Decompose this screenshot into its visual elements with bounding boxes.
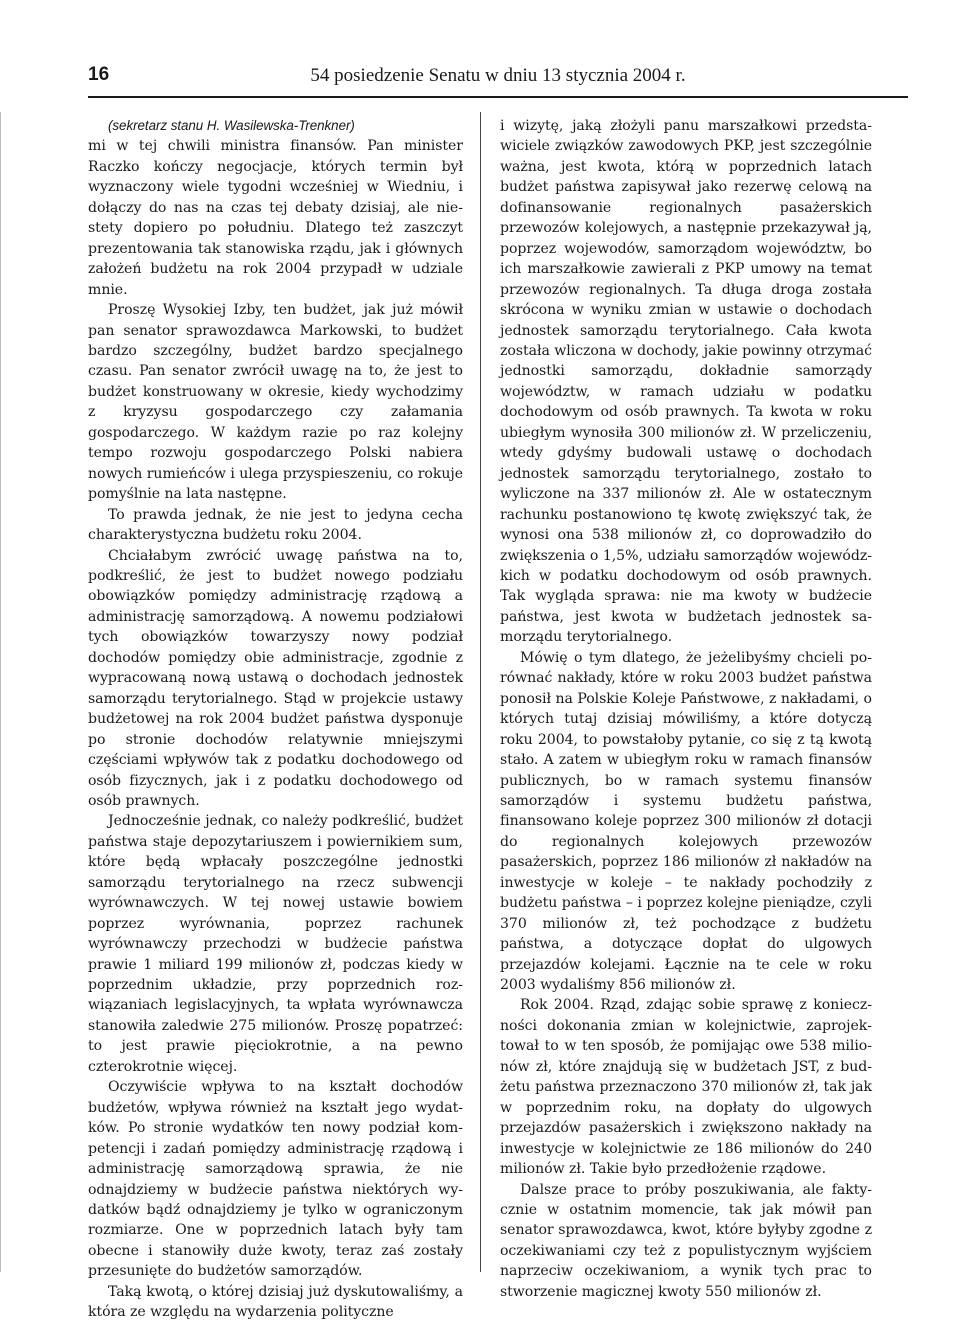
speaker-note: (sekretarz stanu H. Wasilewska-Trenkner) bbox=[108, 118, 355, 133]
paragraph: Chciałabym zwrócić uwagę państwa na to, podkreślić, że jest to budżet nowego podziału obowiązków pomiędzy administrację rządową a administrację samorządową. A nowemu podziałowi tych obowiązków towarzyszy nowy podział dochodów pomiędzy obie administracje, zgodnie z wypracowaną nową ustawą o dochodach jednostek samorządu terytorialnego. Stąd w projekcie ustawy budżetowej na rok 2004 budżet państwa dysponuje po stronie dochodów relatywnie mniejszymi częściami wpływów tak z podatku dochodowego od osób fizycznych, jak i z podatku dochodowego od osób prawnych. bbox=[88, 547, 463, 809]
paragraph: Rok 2004. Rząd, zdając sobie sprawę z konieczności dokonania zmian w kolejnictwie, zaprojektował to w ten sposób, że pomijając owe 538 milionów zł, które znajdują się w budżetach JST, z budżetu państwa przeznaczono 370 milionów zł, tak jak w poprzednim roku, na dopłaty do ulgowych przejazdów pasażerskich i zwiększono nakłady na inwestycje w kolejnictwie ze 186 milionów do 240 milionów zł. Takie było przedłożenie rządowe. bbox=[500, 997, 872, 1178]
paragraph: Jednocześnie jednak, co należy podkreślić, budżet państwa staje depozytariuszem i powiernikiem sum, które będą wpłacały poszczególne jednostki samorządu terytorialnego na rzecz subwencji wyrównawczych. W tej nowej ustawie bowiem poprzez wyrównania, poprzez rachunek wyrównawczy przechodzi w budżecie państwa prawie 1 miliard 199 milionów zł, podczas kiedy w poprzednim układzie, przy poprzednich rozwiązaniach legislacyjnych, ta wpłata wyrównawcza stanowiła zaledwie 275 milionów. Proszę popatrzeć: to jest prawie pięciokrotnie, a na pewno czterokrotnie więcej. bbox=[88, 813, 463, 1075]
page-header bbox=[88, 64, 908, 94]
header-rule bbox=[88, 96, 908, 98]
column-divider bbox=[480, 112, 481, 1272]
paragraph: Mówię o tym dlatego, że jeżelibyśmy chcieli porównać nakłady, które w roku 2003 budżet państwa ponosił na Polskie Koleje Państwowe, z nakładami, o których tutaj dzisiaj mówiliśmy, a które dotyczą roku 2004, to powstałoby pytanie, co się z tą kwotą stało. A zatem w ubiegłym roku w ramach finansów publicznych, bo w ramach systemu finansów samorządów i systemu budżetu państwa, finansowano koleje poprzez 300 milionów zł dotacji do regionalnych kolejowych przewozów pasażerskich, poprzez 186 milionów zł nakładów na inwestycje w koleje – te nakłady pochodziły z budżetu państwa – i poprzez kolejne pieniądze, czyli 370 milionów zł, też pochodzące z budżetu państwa, a dotyczące dopłat do ulgowych przejazdów kolejami. Łącznie na te cele w roku 2003 wydaliśmy 856 milionów zł. bbox=[500, 649, 872, 994]
running-head: 54 posiedzenie Senatu w dniu 13 stycznia 2004 r. bbox=[310, 65, 686, 86]
right-column bbox=[500, 116, 872, 1302]
page-number: 16 bbox=[88, 64, 110, 85]
paragraph: Taką kwotą, o której dzisiaj już dyskutowaliśmy, a która ze względu na wydarzenia polityczne bbox=[88, 1283, 463, 1321]
paragraph: i wizytę, jaką złożyli panu marszałkowi przedstawiciele związków zawodowych PKP, jest szczególnie ważna, jest kwota, którą w poprzednich latach budżet państwa zapisywał jako rezerwę celową na dofinansowanie regionalnych pasażerskich przewozów kolejowych, a następnie przekazywał ją, poprzez wojewodów, samorządom województw, bo ich marszałkowie zawierali z PKP umowy na temat przewozów regionalnych. Ta długa droga została skrócona w wyniku zmian w ustawie o dochodach jednostek samorządu terytorialnego. Cała kwota została wliczona w dochody, jakie powinny otrzymać jednostki samorządu, dokładnie samorządy województw, w ramach udziału w podatku dochodowym od osób prawnych. Ta kwota w roku ubiegłym wynosiła 300 milionów zł. W przeliczeniu, wtedy gdyśmy budowali ustawę o dochodach jednostek samorządu terytorialnego, zostało to wyliczone na 337 milionów zł. Ale w ostatecznym rachunku postanowiono tę kwotę zwiększyć tak, że wynosi ona 538 milionów zł, co doprowadziło do zwiększenia o 1,5%, udziału samorządów wojewódzkich w podatku dochodowym od osób prawnych. Tak wygląda sprawa: nie ma kwoty w budżecie państwa, jest kwota w budżetach jednostek samorządu terytorialnego. bbox=[500, 118, 872, 646]
left-margin-line bbox=[0, 112, 1, 1272]
paragraph: mi w tej chwili ministra finansów. Pan minister Raczko kończy negocjacje, których termin był wyznaczony wiele tygodni wcześniej w Wiedniu, i dołączy do nas na czas tej debaty dzisiaj, ale niestety dopiero po południu. Dlatego też zaszczyt prezentowania tak stanowiska rządu, jak i głównych założeń budżetu na rok 2004 przypadł w udziale mnie. bbox=[88, 138, 463, 298]
left-column bbox=[88, 116, 463, 1323]
paragraph: Proszę Wysokiej Izby, ten budżet, jak już mówił pan senator sprawozdawca Markowski, to budżet bardzo szczególny, budżet bardzo specjalnego czasu. Pan senator zwrócił uwagę na to, że jest to budżet konstruowany w okresie, kiedy wychodzimy z kryzysu gospodarczego czy załamania gospodarczego. W każdym razie po raz kolejny tempo rozwoju gospodarczego Polski nabiera nowych rumieńców i ulega przyspieszeniu, co rokuje pomyślnie na lata następne. bbox=[88, 302, 463, 503]
paragraph: Dalsze prace to próby poszukiwania, ale faktycznie w ostatnim momencie, tak jak mówił pan senator sprawozdawca, kwot, które byłyby zgodne z oczekiwaniami czy też z populistycznym wyjściem naprzeciw oczekiwaniom, a wynik tych prac to stworzenie magicznej kwoty 550 milionów zł. bbox=[500, 1181, 872, 1300]
paragraph: Oczywiście wpływa to na kształt dochodów budżetów, wpływa również na kształt jego wydatków. Po stronie wydatków ten nowy podział kompetencji i zadań pomiędzy administrację rządową i administrację samorządową sprawia, że nie odnajdziemy w budżecie państwa niektórych wydatków bądź odnajdziemy je tylko w ograniczonym rozmiarze. One w poprzednich latach były tam obecne i stanowiły duże kwoty, teraz zaś zostały przesunięte do budżetów samorządów. bbox=[88, 1079, 463, 1280]
paragraph: To prawda jednak, że nie jest to jedyna cecha charakterystyczna budżetu roku 2004. bbox=[88, 506, 463, 544]
